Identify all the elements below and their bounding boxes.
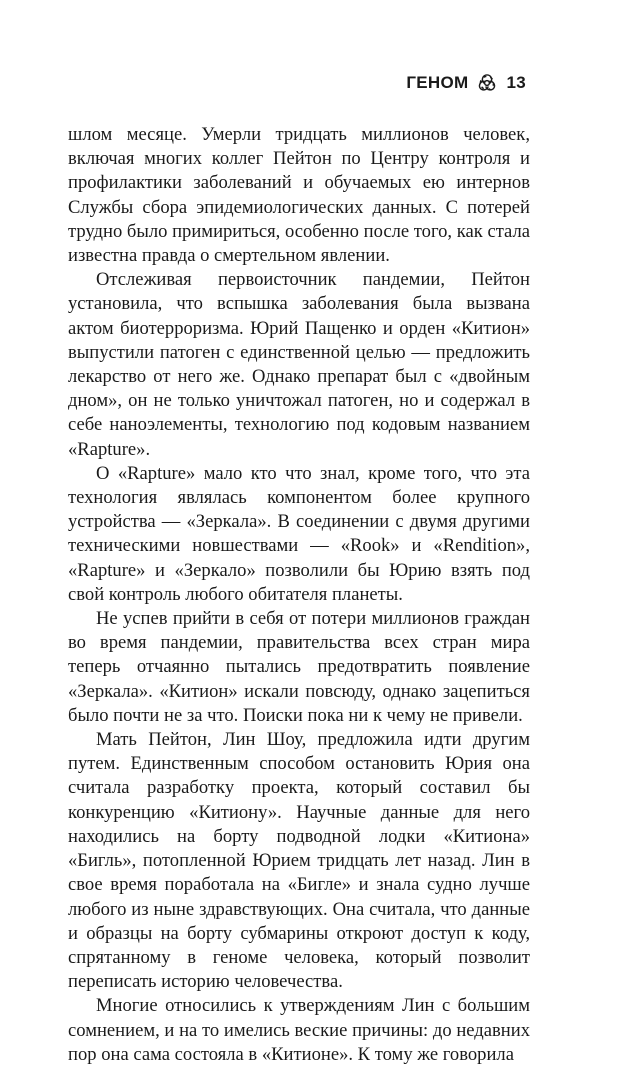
running-title: ГЕНОМ: [406, 73, 469, 92]
page-number: 13: [506, 73, 526, 92]
paragraph: шлом месяце. Умерли тридцать миллионов человек, включая многих коллег Пейтон по Центру контроля и профилактики заболеваний и обучаемых ею интернов Службы сбора эпидемиологических данных. С потерей трудно было примириться, особенно после того, как стала известна правда о смертельном явлении.: [68, 124, 530, 267]
paragraph: Мать Пейтон, Лин Шоу, предложила идти другим путем. Единственным способом остановить Юрия она считала разработку проекта, который составил бы конкуренцию «Китиону». Научные данные для него находились на борту подводной лодки «Китиона» «Бигль», потопленной Юрием тридцать лет назад. Лин в свое время поработала на «Бигле» и знала судно лучше любого из ныне здравствующих. Она считала, что данные и образцы на борту субмарины откроют доступ к коду, спрятанному в геноме человека, который позволит переписать историю человечества.: [68, 729, 530, 993]
paragraph: О «Rapture» мало кто что знал, кроме того, что эта технология являлась компонентом более крупного устройства — «Зеркала». В соединении с двумя другими техническими новшествами — «Rook» и «Rendition», «Rapture» и «Зеркало» позволили бы Юрию взять под свой контроль любого обитателя планеты.: [68, 462, 530, 605]
paragraph: Не успев прийти в себя от потери миллионов граждан во время пандемии, правительства всех стран мира теперь отчаянно пытались предотвратить появление «Зеркала». «Китион» искали повсюду, однако зацепиться было почти не за что. Поиски пока ни к чему не привели.: [68, 608, 530, 726]
page-header: [406, 72, 526, 94]
body-text: [68, 123, 530, 1067]
paragraph: Отслеживая первоисточник пандемии, Пейтон установила, что вспышка заболевания была вызвана актом биотерроризма. Юрий Пащенко и орден «Китион» выпустили патоген с единственной целью — предложить лекарство от него же. Однако препарат был с «двойным дном», он не только уничтожал патоген, но и содержал в себе наноэлементы, технологию под кодовым названием «Rapture».: [68, 269, 530, 460]
paragraph: Многие относились к утверждениям Лин с большим сомнением, и на то имелись веские причины: до недавних пор она сама состояла в «Китионе». К тому же говорила: [68, 995, 530, 1065]
biohazard-icon: [476, 72, 498, 94]
